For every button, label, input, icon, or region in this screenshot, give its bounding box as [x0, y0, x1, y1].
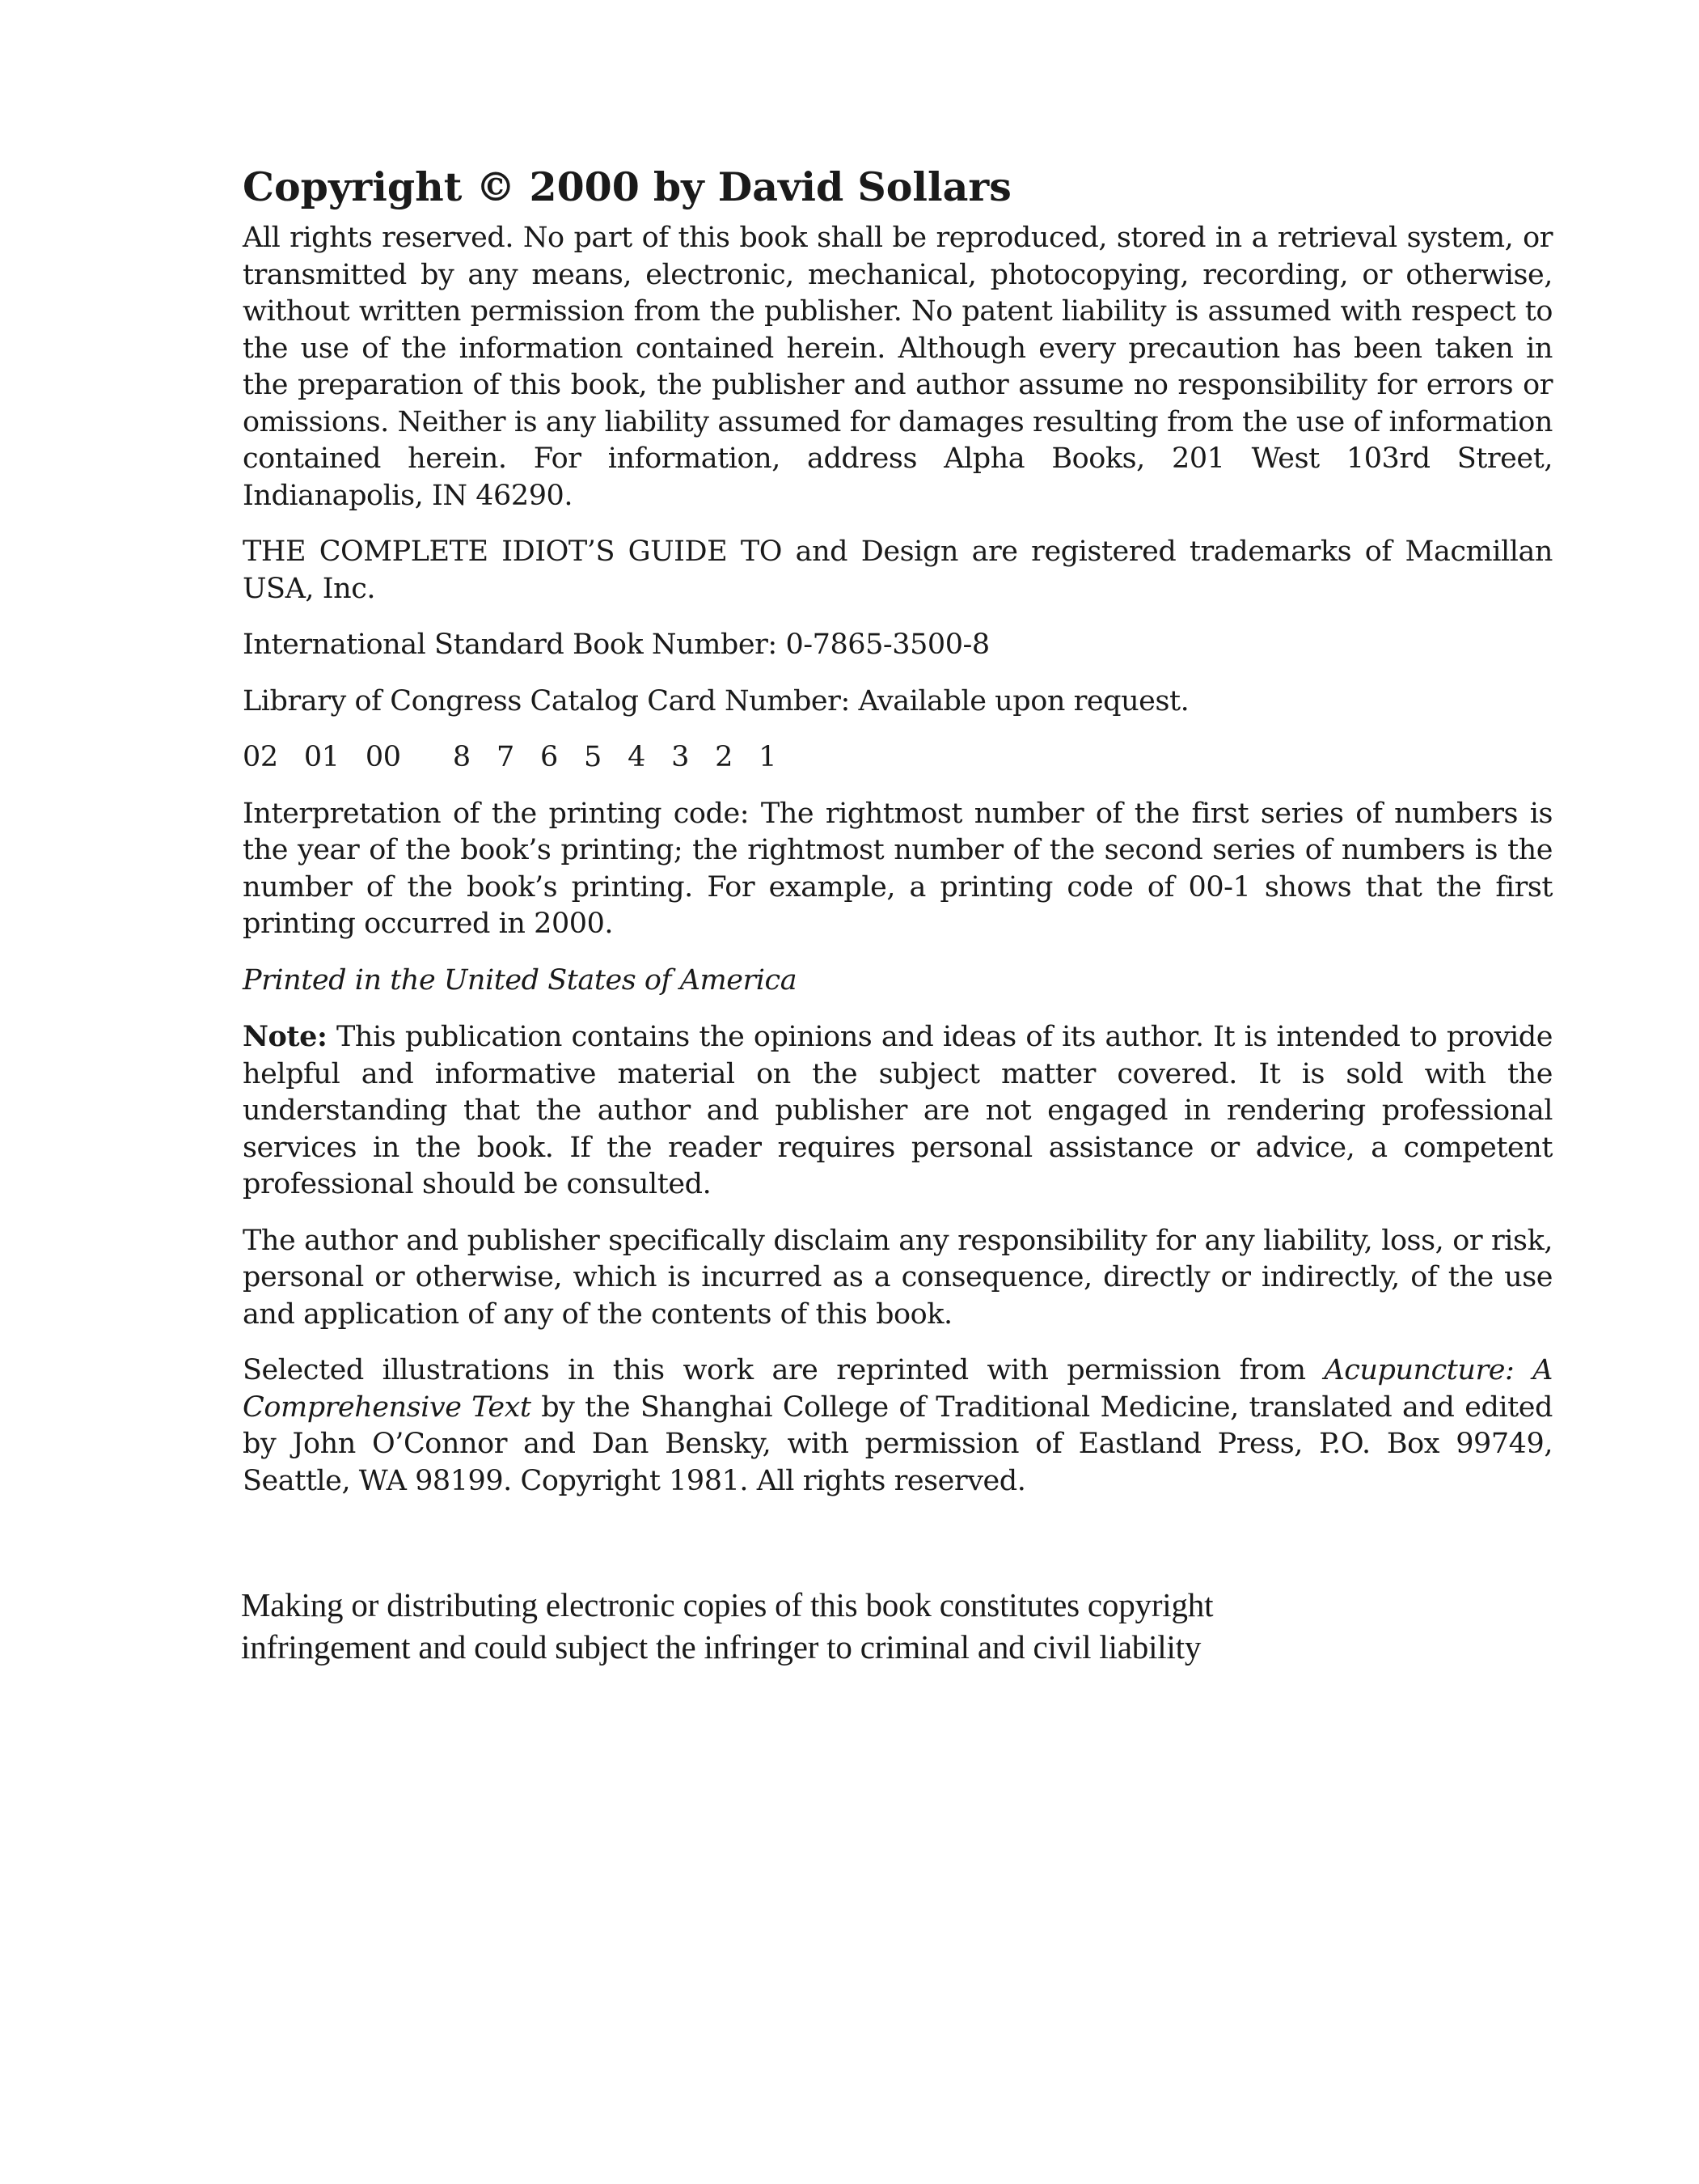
note-label: Note:: [243, 1020, 328, 1053]
lccn-line: Library of Congress Catalog Card Number: Available upon request.: [243, 684, 1190, 717]
printing-code-explanation: Interpretation of the printing code: The rightmost number of the first series of numbers is the year of the book’s printing; the rightmost number of the second series of numbers is the number of the book’s printing. For example, a printing code of 00-1 shows that the first printing occurred in 2000.: [243, 797, 1553, 940]
copyright-page: [243, 162, 1553, 1519]
infringement-notice: [241, 1584, 1454, 1668]
note-paragraph: [243, 1018, 1553, 1204]
illustrations-rest: by the Shanghai College of Traditional Medicine, translated and edited by John O’Connor and Dan Bensky, with permission of Eastland Press, P.O. Box 99749, Seattle, WA 98199. Copyright 1981. All rights reserved.: [243, 1390, 1553, 1497]
printed-in-line: Printed in the United States of America: [243, 963, 797, 997]
isbn-line: International Standard Book Number: 0-7865-3500-8: [243, 629, 990, 661]
note-text: This publication contains the opinions and ideas of its author. It is intended to provide helpful and informative material on the subject matter covered. It is sold with the understanding that the author and publisher are not engaged in rendering professional services in the book. If the reader requires personal assistance or advice, a competent professional should be consulted.: [243, 1021, 1553, 1200]
illustrations-paragraph: [243, 1352, 1553, 1500]
infringement-notice-line-2: infringement and could subject the infringer to criminal and civil liability: [241, 1628, 1202, 1666]
illustrations-book-title: Acupuncture: A Comprehensive Text: [243, 1354, 1553, 1424]
illustrations-intro: Selected illustrations in this work are reprinted with permission from: [243, 1354, 1325, 1386]
disclaimer-paragraph: The author and publisher specifically disclaim any responsibility for any liability, loss, or risk, personal or otherwise, which is incurred as a consequence, directly or indirectly, of the use and application of any of the contents of this book.: [243, 1224, 1553, 1331]
copyright-title: Copyright © 2000 by David Sollars: [243, 163, 1012, 210]
infringement-notice-line-1: Making or distributing electronic copies of this book constitutes copyright: [241, 1586, 1214, 1623]
rights-paragraph: All rights reserved. No part of this book shall be reproduced, stored in a retrieval system, or transmitted by any means, electronic, mechanical, photocopying, recording, or otherwise, without written permission from the publisher. No patent liability is assumed with respect to the use of the information contained herein. Although every precaution has been taken in the preparation of this book, the publisher and author assume no responsibility for errors or omissions. Neither is any liability assumed for damages resulting from the use of information contained herein. For information, address Alpha Books, 201 West 103rd Street, Indianapolis, IN 46290.: [243, 222, 1553, 512]
printing-code: 02 01 00 8 7 6 5 4 3 2 1: [243, 741, 777, 773]
trademark-paragraph: THE COMPLETE IDIOT’S GUIDE TO and Design are registered trademarks of Macmillan USA, Inc.: [243, 535, 1553, 605]
